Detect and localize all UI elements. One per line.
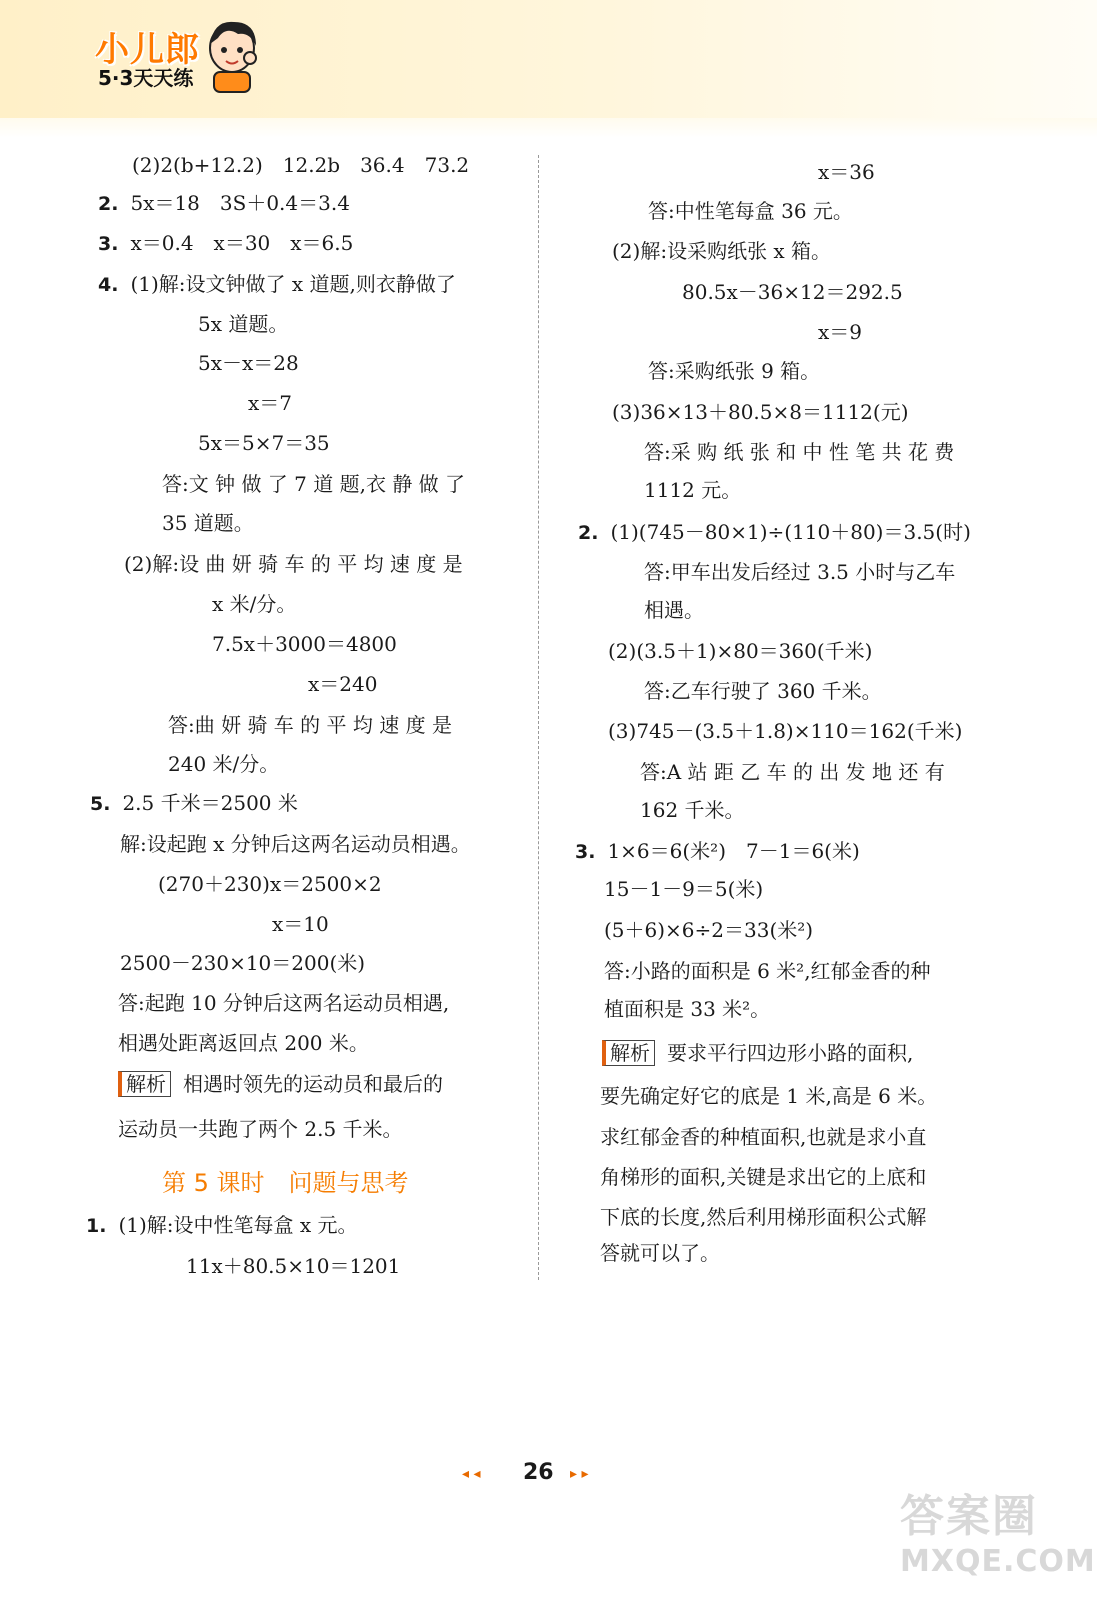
line-text: (2)解:设采购纸张 x 箱。 [612, 239, 832, 263]
line-text: 1×6＝6(米²) 7－1＝6(米) [607, 839, 860, 863]
right-line [648, 358, 820, 384]
watermark-logo: 答案圈 [900, 1491, 1038, 1542]
right-line [644, 559, 955, 585]
line-text: 5x－x＝28 [198, 351, 299, 375]
right-line [600, 1164, 926, 1190]
line-text: 162 千米。 [640, 798, 745, 822]
right-line [640, 759, 945, 785]
left-line [132, 152, 469, 178]
right-line [604, 996, 770, 1022]
left-line [86, 1212, 358, 1239]
line-text: x＝0.4 x＝30 x＝6.5 [130, 231, 354, 255]
left-line [198, 430, 330, 456]
left-line [168, 751, 279, 777]
left-line [212, 591, 296, 617]
right-line [644, 678, 882, 704]
right-line [612, 238, 831, 264]
next-arrow-icon: ▸ ▸ [570, 1466, 589, 1482]
right-line [608, 638, 872, 664]
line-text: 要求平行四边形小路的面积, [667, 1041, 914, 1065]
line-text: (1)解:设中性笔每盒 x 元。 [118, 1213, 358, 1237]
mascot-icon [200, 14, 264, 94]
watermark [900, 1480, 1096, 1590]
line-text: 240 米/分。 [168, 752, 280, 776]
left-line [118, 1071, 443, 1097]
page-number: 26 [523, 1460, 554, 1485]
left-line [98, 190, 350, 217]
line-text: (270＋230)x＝2500×2 [158, 872, 382, 896]
line-text: 相遇时领先的运动员和最后的 [183, 1072, 443, 1096]
item-number: 3. [98, 233, 119, 255]
left-line [120, 950, 365, 976]
line-text: 35 道题。 [162, 511, 254, 535]
line-text: (3)36×13＋80.5×8＝1112(元) [612, 400, 909, 424]
left-line [158, 871, 382, 897]
right-line [608, 718, 962, 744]
line-text: 角梯形的面积,关键是求出它的上底和 [600, 1165, 927, 1189]
right-line [604, 876, 763, 902]
left-line [98, 230, 353, 257]
line-text: 要先确定好它的底是 1 米,高是 6 米。 [600, 1084, 938, 1108]
column-divider [538, 155, 539, 1280]
line-text: 答:小路的面积是 6 米²,红郁金香的种 [604, 959, 931, 983]
right-line [644, 439, 954, 465]
line-text: 答:起跑 10 分钟后这两名运动员相遇, [118, 991, 450, 1015]
left-line [124, 551, 463, 577]
item-number: 5. [90, 793, 111, 815]
left-line [308, 671, 377, 697]
left-line [198, 311, 288, 337]
line-text: 下底的长度,然后利用梯形面积公式解 [600, 1205, 927, 1229]
right-line [600, 1083, 937, 1109]
item-number: 2. [578, 522, 599, 544]
analysis-tag: 解析 [602, 1040, 655, 1066]
right-line [640, 797, 745, 823]
right-line [575, 838, 860, 865]
line-text: 答:乙车行驶了 360 千米。 [644, 679, 882, 703]
right-line [612, 399, 909, 425]
line-text: 植面积是 33 米²。 [604, 997, 771, 1021]
right-line [818, 319, 862, 345]
item-number: 1. [86, 1215, 107, 1237]
left-line [248, 390, 292, 416]
left-line [162, 1170, 409, 1197]
line-text: (1)解:设文钟做了 x 道题,则衣静做了 [130, 272, 456, 296]
prev-arrow-icon: ◂ ◂ [462, 1466, 481, 1482]
item-number: 4. [98, 274, 119, 296]
line-text: x＝240 [308, 672, 378, 696]
line-text: 15－1－9＝5(米) [604, 877, 764, 901]
right-line [648, 198, 853, 224]
line-text: x＝9 [818, 320, 863, 344]
left-line [120, 831, 471, 857]
line-text: 答:甲车出发后经过 3.5 小时与乙车 [644, 560, 956, 584]
right-line [600, 1204, 926, 1230]
item-number: 2. [98, 193, 119, 215]
line-text: 答:文 钟 做 了 7 道 题,衣 静 做 了 [162, 472, 466, 496]
watermark-url: MXQE.COM [900, 1544, 1096, 1579]
line-text: 2500－230×10＝200(米) [120, 951, 366, 975]
right-line [600, 1124, 926, 1150]
line-text: 相遇处距离返回点 200 米。 [118, 1031, 369, 1055]
line-text: 5x＝18 3S＋0.4＝3.4 [130, 191, 350, 215]
right-line [682, 279, 903, 305]
left-line [186, 1253, 400, 1279]
line-text: 运动员一共跑了两个 2.5 千米。 [118, 1117, 403, 1141]
left-line [198, 350, 299, 376]
left-line [162, 510, 254, 536]
line-text: 答:中性笔每盒 36 元。 [648, 199, 853, 223]
line-text: (3)745－(3.5＋1.8)×110＝162(千米) [608, 719, 963, 743]
line-text: x＝36 [818, 160, 875, 184]
line-text: (1)(745－80×1)÷(110＋80)＝3.5(时) [610, 520, 971, 544]
line-text: 7.5x＋3000＝4800 [212, 632, 397, 656]
line-text: 答:曲 妍 骑 车 的 平 均 速 度 是 [168, 713, 452, 737]
left-line [118, 990, 449, 1016]
line-text: 求红郁金香的种植面积,也就是求小直 [600, 1125, 927, 1149]
line-text: 解:设起跑 x 分钟后这两名运动员相遇。 [120, 832, 471, 856]
line-text: 2.5 千米＝2500 米 [122, 791, 298, 815]
line-text: (2)解:设 曲 妍 骑 车 的 平 均 速 度 是 [124, 552, 463, 576]
line-text: x＝7 [248, 391, 293, 415]
line-text: 80.5x－36×12＝292.5 [682, 280, 903, 304]
right-line [602, 1040, 913, 1066]
left-line [98, 271, 456, 298]
line-text: x＝10 [272, 912, 329, 936]
line-text: 相遇。 [644, 598, 704, 622]
line-text: 答:采 购 纸 张 和 中 性 笔 共 花 费 [644, 440, 955, 464]
right-line [818, 159, 875, 185]
line-text: 答:A 站 距 乙 车 的 出 发 地 还 有 [640, 760, 945, 784]
left-line [212, 631, 397, 657]
line-text: 答就可以了。 [600, 1241, 720, 1265]
line-text: (2)2(b+12.2) 12.2b 36.4 73.2 [132, 153, 470, 177]
right-line [604, 958, 931, 984]
line-text: (2)(3.5＋1)×80＝360(千米) [608, 639, 873, 663]
line-text: 11x＋80.5×10＝1201 [186, 1254, 401, 1278]
right-line [644, 597, 704, 623]
logo-subtitle: 5·3天天练 [98, 66, 194, 90]
logo-title: 小儿郎 [95, 30, 200, 70]
line-text: 5x＝5×7＝35 [198, 431, 330, 455]
right-line [600, 1240, 720, 1266]
right-line [644, 477, 741, 503]
line-text: (5＋6)×6÷2＝33(米²) [604, 918, 814, 942]
right-line [604, 917, 813, 943]
left-line [118, 1116, 403, 1142]
right-line [578, 519, 971, 546]
left-line [90, 790, 298, 817]
left-line [118, 1030, 369, 1056]
line-text: 1112 元。 [644, 478, 742, 502]
line-text: 5x 道题。 [198, 312, 289, 336]
header-fade [0, 118, 1097, 138]
section-heading: 第 5 课时 问题与思考 [162, 1169, 409, 1197]
item-number: 3. [575, 841, 596, 863]
line-text: 答:采购纸张 9 箱。 [648, 359, 821, 383]
left-line [168, 712, 452, 738]
analysis-tag: 解析 [118, 1071, 171, 1097]
left-line [162, 471, 465, 497]
left-line [272, 911, 329, 937]
line-text: x 米/分。 [212, 592, 297, 616]
